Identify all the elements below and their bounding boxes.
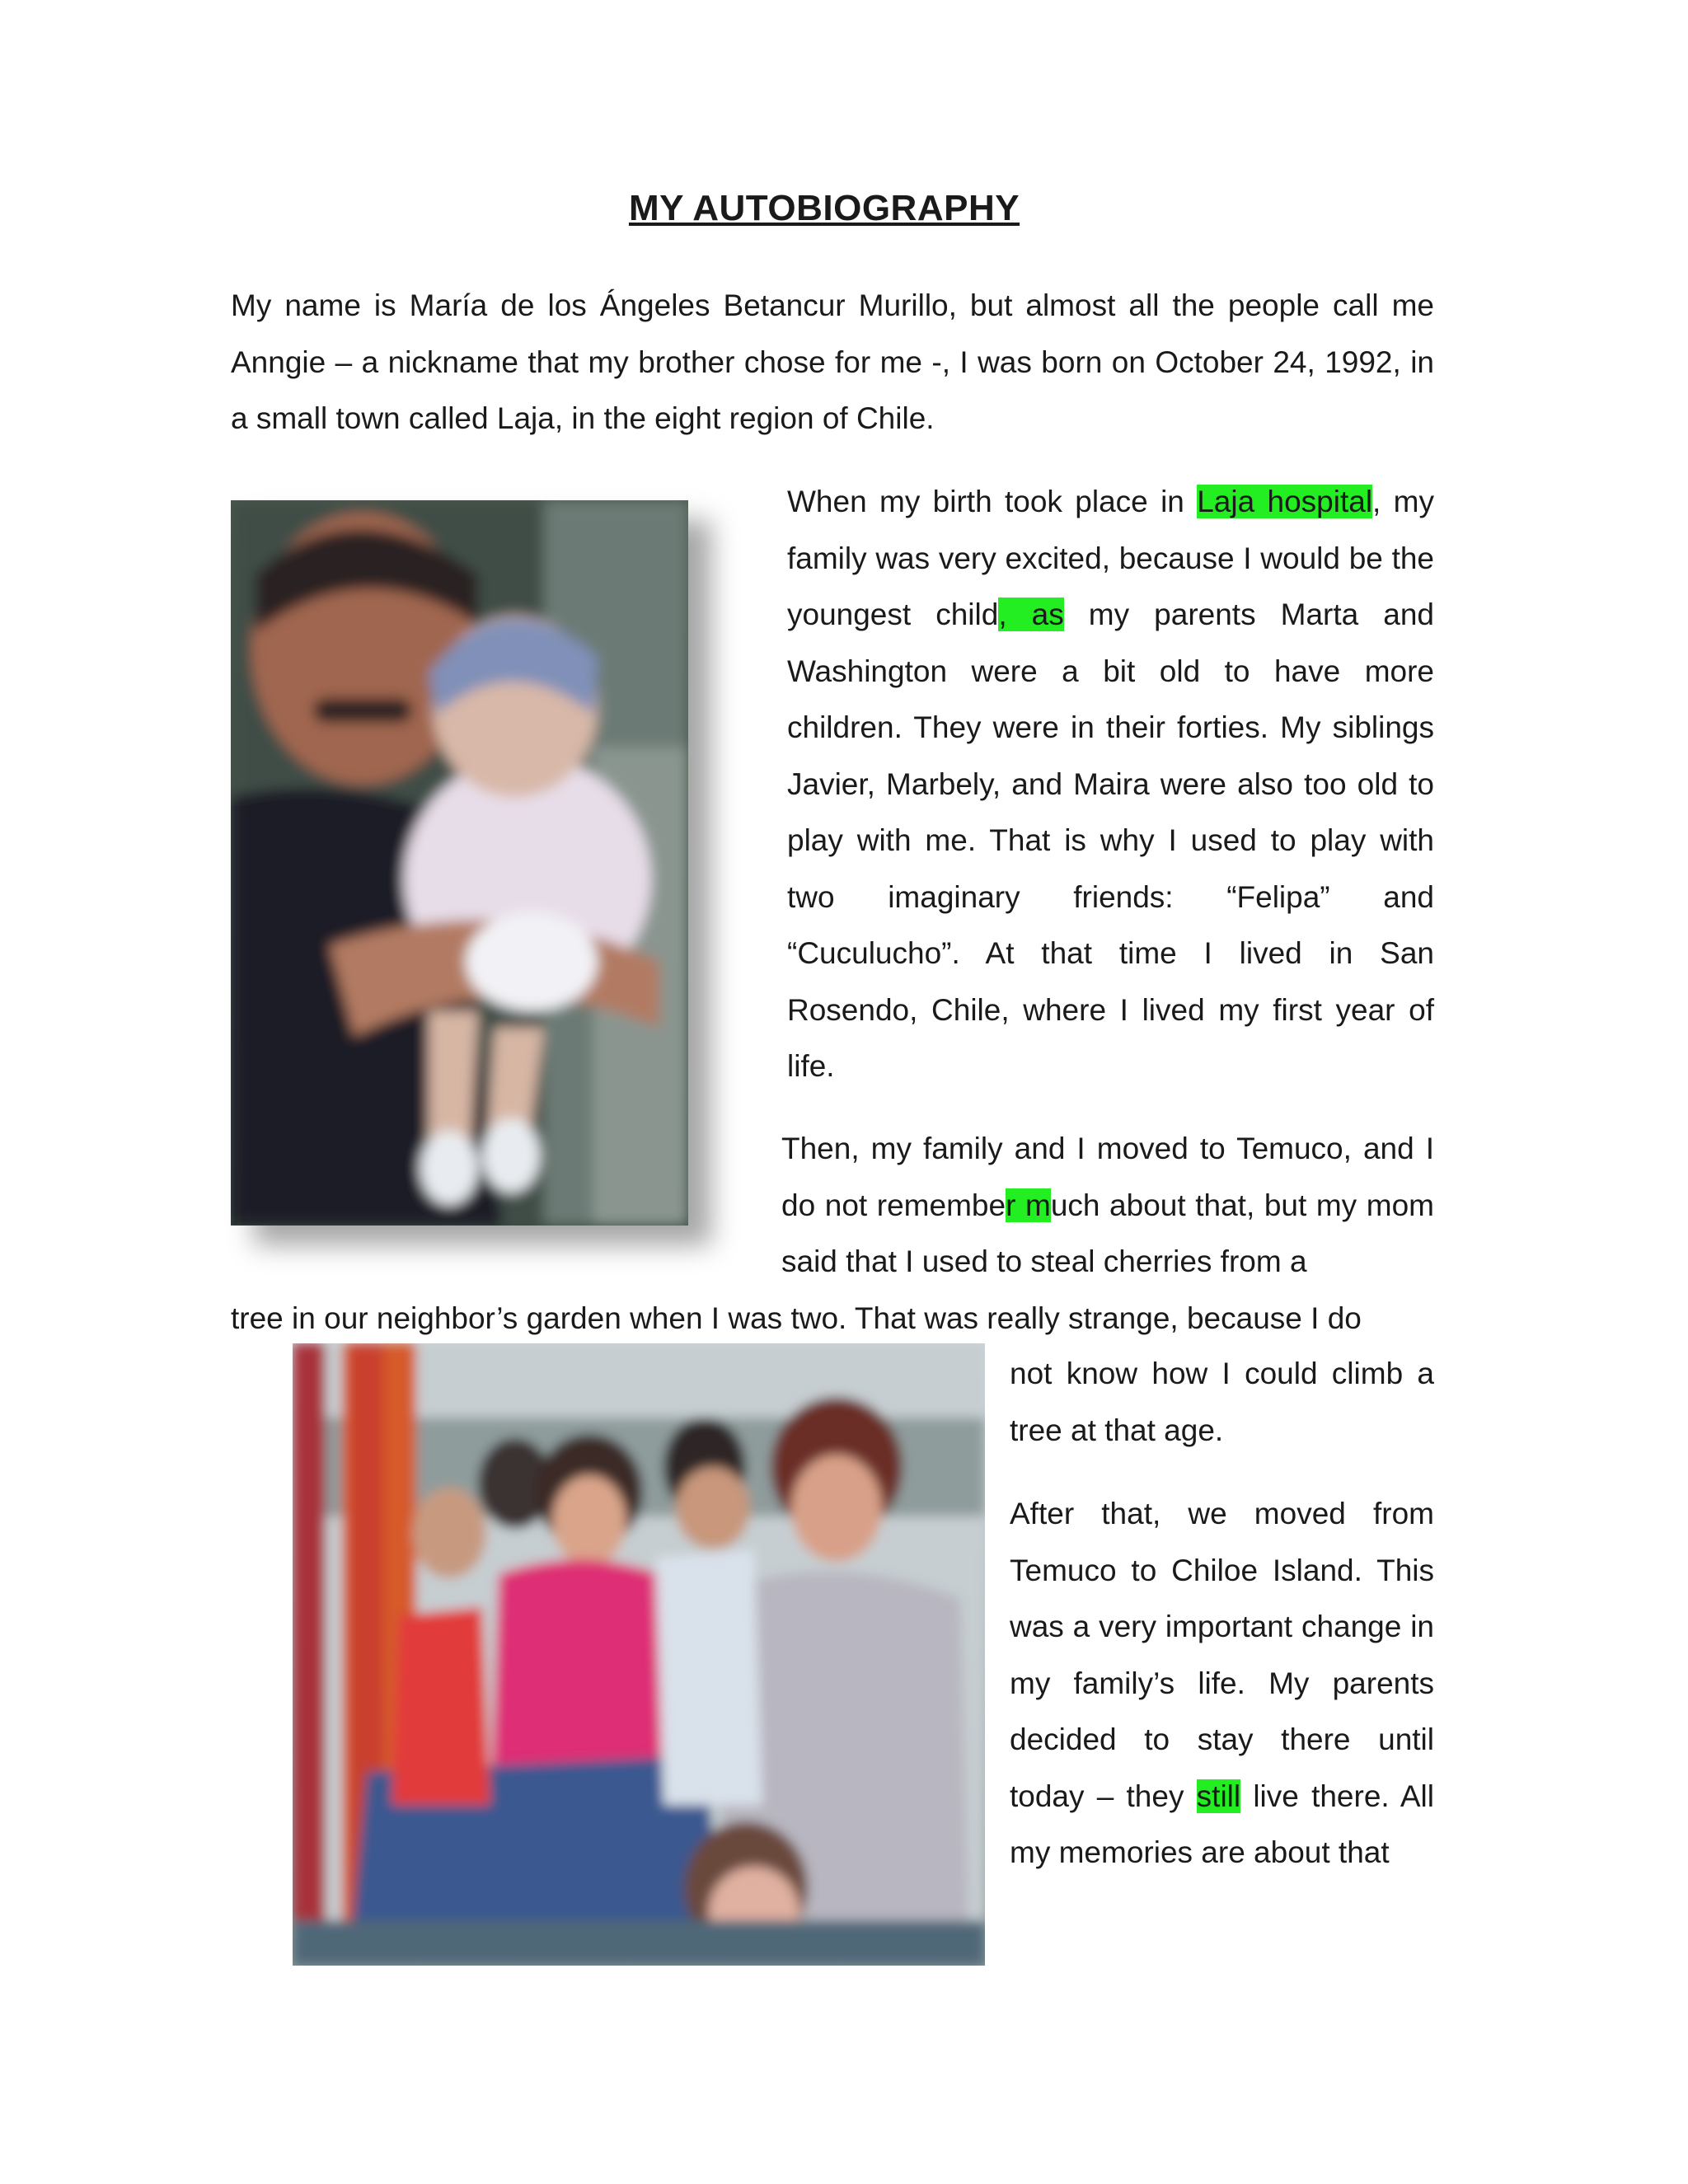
paragraph-chiloe-text-a: After that, we moved from Temuco to Chiloe Island. This was a very important change in my family’s life. My parents decided to stay there until today – they [1010, 1497, 1434, 1813]
paragraph-birth-text-b: , my family was very excited, because I would be the youngest child [787, 485, 1434, 631]
paragraph-chiloe-text-b: live there. All my memories are about that [1010, 1779, 1434, 1869]
paragraph-chiloe [1010, 1486, 1434, 1882]
highlight-still: still [1196, 1779, 1241, 1813]
photo-father-and-baby [231, 500, 688, 1226]
highlight-as: , as [998, 598, 1064, 631]
highlight-laja-hospital: Laja hospital [1197, 485, 1373, 518]
paragraph-temuco-full-line: tree in our neighbor’s garden when I was two. That was really strange, because I do [231, 1301, 1362, 1335]
document-title: MY AUTOBIOGRAPHY [628, 188, 1020, 228]
photo-father-and-baby-image [231, 500, 688, 1226]
photo-family-group [293, 1343, 985, 1966]
photo-family-group-image [293, 1343, 985, 1966]
paragraph-birth-text-a: When my birth took place in [787, 485, 1198, 518]
paragraph-intro: My name is María de los Ángeles Betancur Murillo, but almost all the people call me Anngie – a nickname that my brother chose for me -, I was born on October 24, 1992, in a small town called Laja, in the eight region of Chile. [231, 288, 1434, 435]
paragraph-temuco-text-a: Then, my family and I moved to Temuco, and I do not remembe [781, 1132, 1434, 1222]
paragraph-temuco-text-b: uch about that, but my mom said that I used to steal cherries from a [781, 1188, 1434, 1278]
paragraph-temuco-end: not know how I could climb a tree at that age. [1010, 1357, 1434, 1447]
highlight-r-m: r m [1006, 1188, 1051, 1222]
paragraph-temuco-start [781, 1121, 1434, 1291]
paragraph-birth [787, 474, 1434, 1095]
paragraph-birth-text-c: my parents Marta and Washington were a bit old to have more children. They were in their forties. My siblings Javier, Marbely, and Maira were also too old to play with me. That is why I used to play with two imaginary friends: “Felipa” and “Cuculucho”. At that time I lived in San Rosendo, Chile, where I lived my first year of life. [787, 598, 1435, 1083]
